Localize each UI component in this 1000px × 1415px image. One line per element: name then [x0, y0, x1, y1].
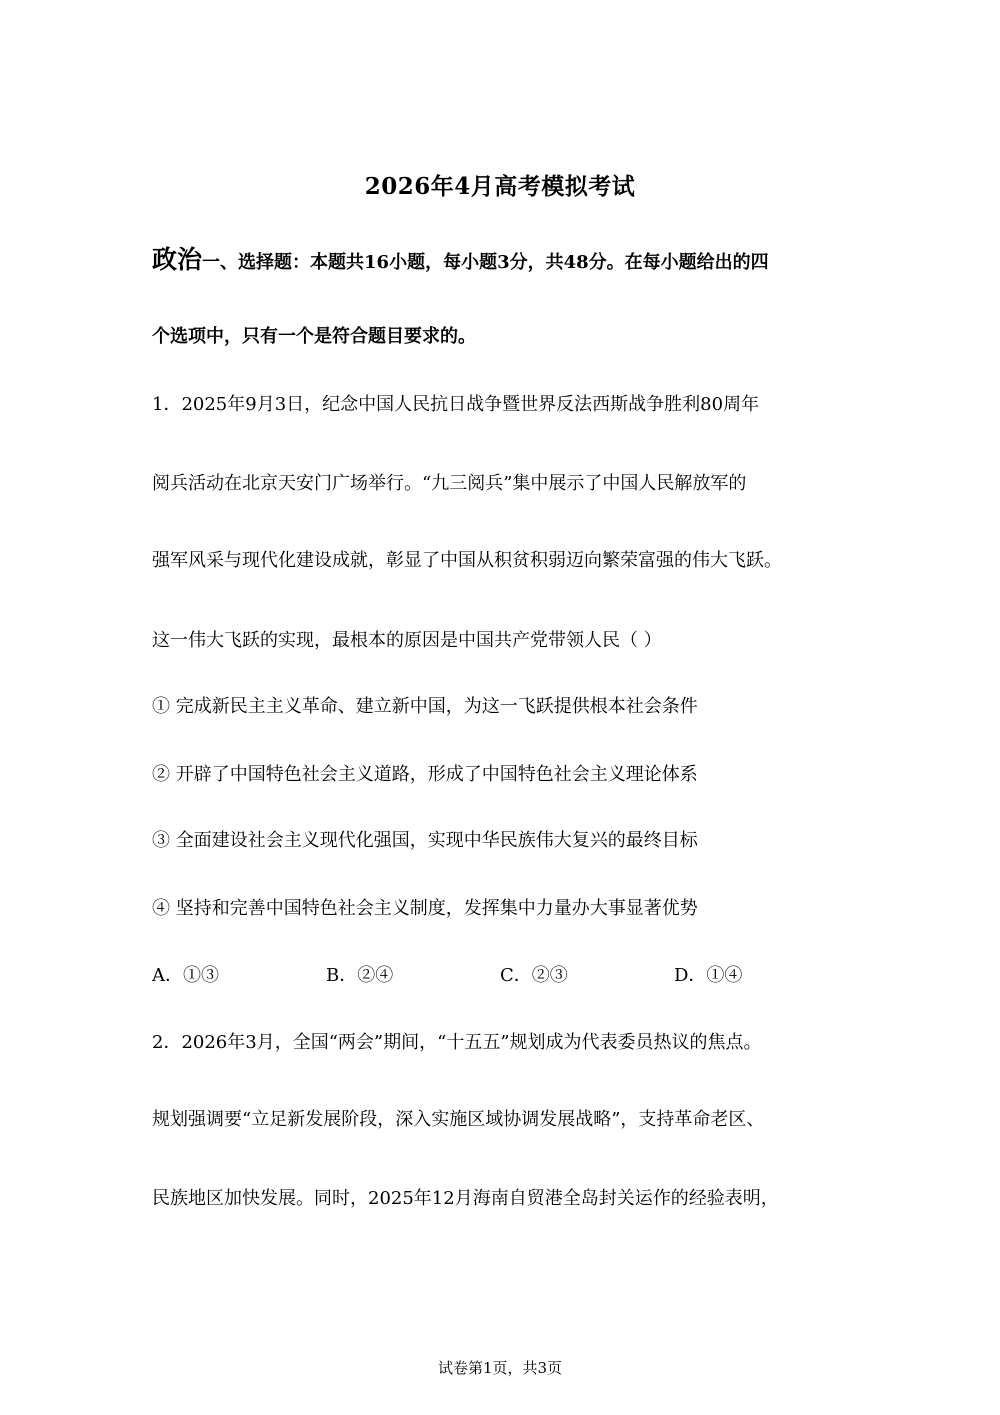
question-1-statement-4: ④ 坚持和完善中国特色社会主义制度，发挥集中力量办大事显著优势	[152, 898, 698, 919]
question-1-options	[152, 961, 852, 987]
question-2-stem-line-1: 2．2026年3月，全国“两会”期间，“十五五”规划成为代表委员热议的焦点。	[152, 1032, 762, 1053]
question-1-stem-line-4: 这一伟大飞跃的实现，最根本的原因是中国共产党带领人民（ ）	[152, 630, 662, 651]
question-1-stem-line-2: 阅兵活动在北京天安门广场举行。“九三阅兵”集中展示了中国人民解放军的	[152, 473, 747, 494]
question-1-option-d[interactable]: D．①④	[674, 965, 743, 986]
question-1-stem-line-3: 强军风采与现代化建设成就，彰显了中国从积贫积弱迈向繁荣富强的伟大飞跃。	[152, 550, 782, 571]
question-1-statement-1: ① 完成新民主主义革命、建立新中国，为这一飞跃提供根本社会条件	[152, 696, 698, 717]
page-footer: 试卷第1页，共3页	[437, 1359, 563, 1377]
question-1-option-c[interactable]: C．②③	[500, 965, 568, 986]
section-heading-line-1	[152, 240, 769, 276]
question-2-stem-line-3: 民族地区加快发展。同时，2025年12月海南自贸港全岛封关运作的经验表明，	[152, 1188, 779, 1209]
section-heading-line-2: 个选项中，只有一个是符合题目要求的。	[152, 326, 476, 347]
question-1-option-a[interactable]: A．①③	[152, 965, 219, 986]
question-1-statement-3: ③ 全面建设社会主义现代化强国，实现中华民族伟大复兴的最终目标	[152, 830, 698, 851]
question-1-stem-line-1: 1．2025年9月3日，纪念中国人民抗日战争暨世界反法西斯战争胜利80周年	[152, 394, 760, 415]
question-2-stem-line-2: 规划强调要“立足新发展阶段，深入实施区域协调发展战略”，支持革命老区、	[152, 1109, 765, 1130]
question-1-statement-2: ② 开辟了中国特色社会主义道路，形成了中国特色社会主义理论体系	[152, 764, 698, 785]
question-1-option-b[interactable]: B．②④	[326, 965, 394, 986]
exam-title: 2026年4月高考模拟考试	[364, 173, 636, 200]
section-heading-text: 一、选择题：本题共16小题，每小题3分，共48分。在每小题给出的四	[202, 252, 769, 273]
subject-label: 政治	[152, 245, 203, 274]
